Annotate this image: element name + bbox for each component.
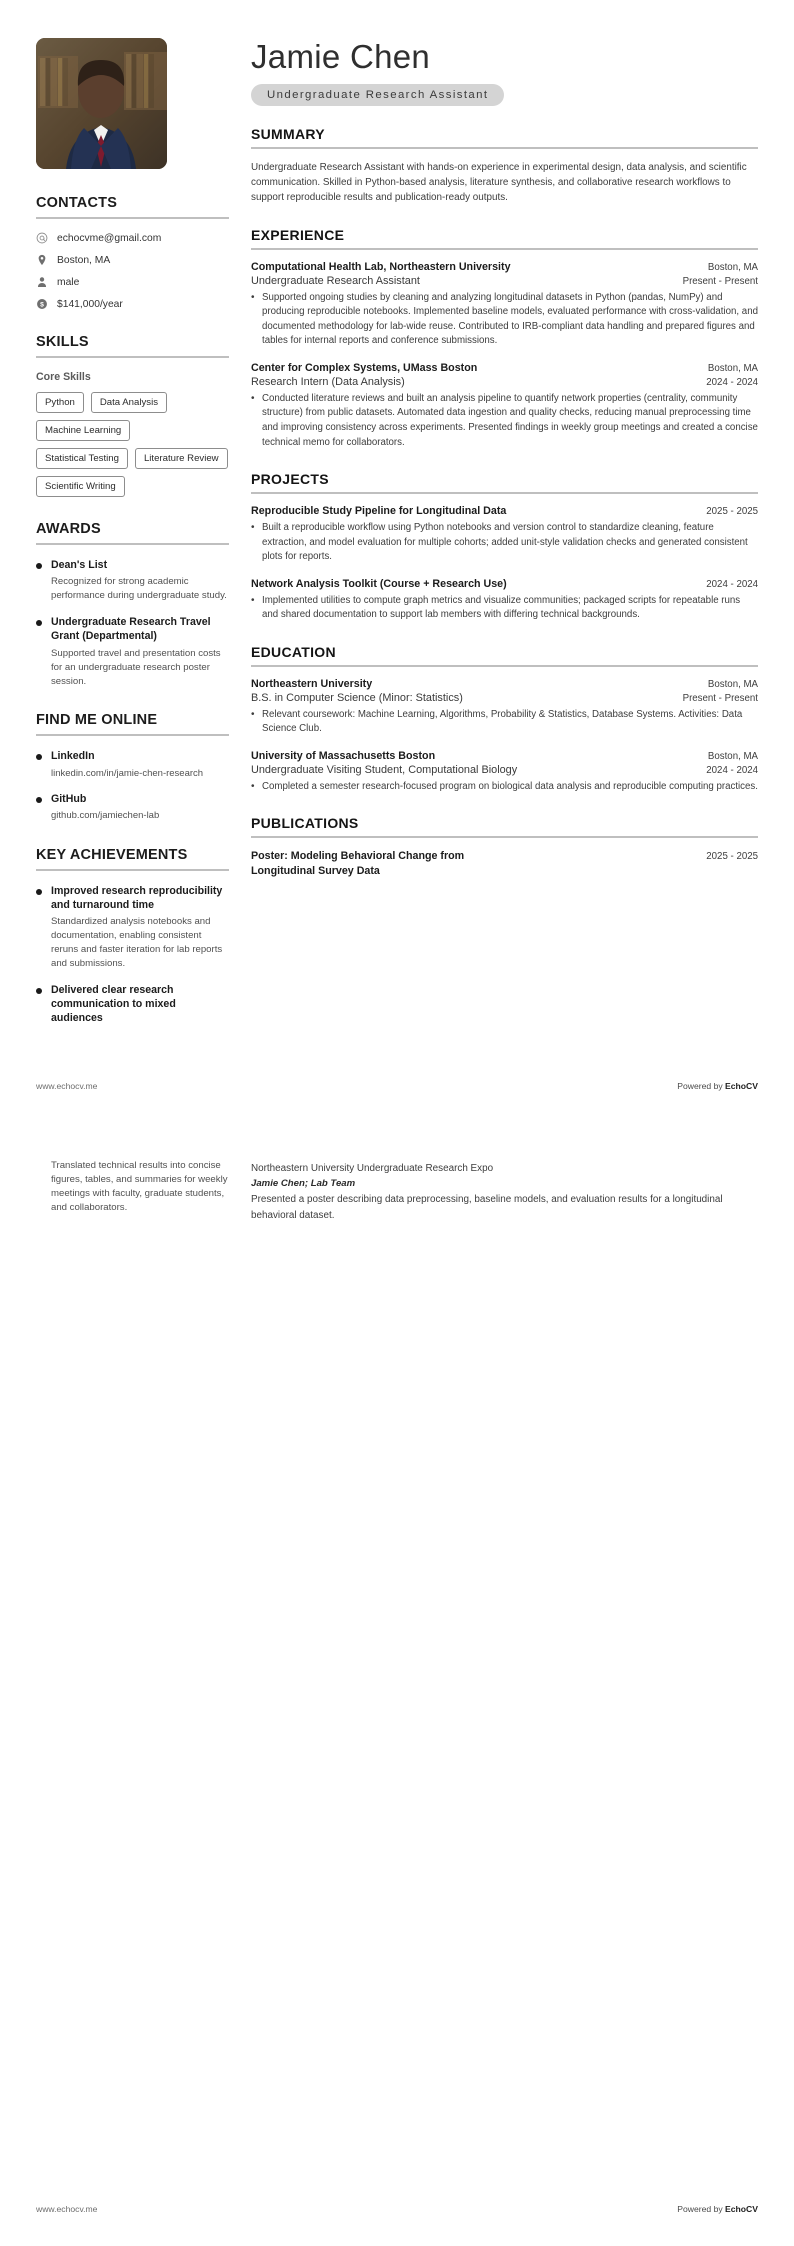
- sidebar: [36, 38, 229, 1053]
- profile-photo: [36, 38, 167, 169]
- divider: [251, 492, 758, 494]
- footer-powered-by: [677, 2204, 758, 2214]
- summary-heading: SUMMARY: [251, 125, 325, 142]
- experience-location: Boston, MA: [707, 261, 758, 273]
- divider: [36, 217, 229, 219]
- page-footer: [36, 2204, 758, 2214]
- skill-tag[interactable]: Statistical Testing: [36, 448, 128, 469]
- education-points: [251, 780, 758, 795]
- online-url[interactable]: github.com/jamiechen-lab: [51, 810, 160, 822]
- page-title: Jamie Chen: [251, 38, 431, 75]
- main-column-continued: [251, 1159, 758, 1223]
- bullet-dot-icon: [36, 988, 42, 994]
- awards-heading: AWARDS: [36, 521, 101, 537]
- summary-text: Undergraduate Research Assistant with hands-on experience in experimental design, data analysis, and scientific communication. Skilled in Python-based analysis, literature synthesis, and collaborative research workflows to support reproducible results and publication-ready outputs.: [251, 161, 747, 204]
- skills-heading: SKILLS: [36, 334, 89, 350]
- achievement-title: Improved research reproducibility and turnaround time: [51, 884, 223, 911]
- experience-heading: EXPERIENCE: [251, 226, 345, 243]
- skills-section: [36, 334, 229, 497]
- contact-email-value: echocvme@gmail.com: [57, 232, 162, 244]
- publication-authors: Jamie Chen; Lab Team: [251, 1178, 356, 1190]
- footer-powered-prefix: Powered by: [677, 1081, 726, 1091]
- dollar-circle-icon: [36, 298, 48, 310]
- education-point: • Relevant coursework: Machine Learning, Algorithms, Probability & Statistics, Database Systems. Activities: Data Science Club.: [251, 708, 758, 737]
- online-heading: FIND ME ONLINE: [36, 712, 158, 729]
- footer-site-url[interactable]: www.echocv.me: [36, 1081, 98, 1091]
- education-points: [251, 708, 758, 737]
- bullet-dot-icon: [36, 620, 42, 626]
- footer-brand: EchoCV: [725, 1081, 758, 1091]
- awards-section: [36, 521, 229, 688]
- footer-site-url[interactable]: www.echocv.me: [36, 2204, 98, 2214]
- contact-location: [36, 254, 229, 266]
- skill-tag[interactable]: Machine Learning: [36, 420, 130, 441]
- skill-tag-list: [36, 392, 229, 497]
- project-dates: 2025 - 2025: [706, 506, 758, 518]
- project-title: Reproducible Study Pipeline for Longitudinal Data: [251, 505, 507, 518]
- email-icon: [36, 232, 48, 244]
- achievement-description: Standardized analysis notebooks and documentation, enabling consistent reruns and faster iteration for lab reports and submissions.: [51, 916, 223, 969]
- person-icon: [36, 276, 48, 288]
- skills-group-label: Core Skills: [36, 371, 91, 383]
- publication-entry: [251, 849, 758, 878]
- achievement-item: [36, 884, 229, 971]
- divider: [251, 665, 758, 667]
- education-degree: Undergraduate Visiting Student, Computational Biology: [251, 763, 518, 776]
- experience-entry: [251, 362, 758, 450]
- divider: [36, 734, 229, 736]
- project-title: Network Analysis Toolkit (Course + Research Use): [251, 577, 507, 590]
- bullet-dot-icon: [36, 889, 42, 895]
- footer-brand: EchoCV: [725, 2204, 758, 2214]
- online-item-linkedin[interactable]: [36, 749, 229, 780]
- project-entry: [251, 578, 758, 623]
- publication-detail: [251, 1161, 758, 1223]
- divider: [36, 543, 229, 545]
- projects-heading: PROJECTS: [251, 471, 329, 488]
- divider: [251, 147, 758, 149]
- education-location: Boston, MA: [707, 678, 758, 690]
- education-entry: [251, 678, 758, 737]
- experience-location: Boston, MA: [707, 362, 758, 374]
- page-footer: [36, 1081, 758, 1091]
- publications-heading: PUBLICATIONS: [251, 815, 359, 832]
- contact-salary: [36, 298, 229, 310]
- project-dates: 2024 - 2024: [706, 578, 758, 590]
- skill-tag[interactable]: Scientific Writing: [36, 476, 125, 497]
- publication-title: Poster: Modeling Behavioral Change from Longitudinal Survey Data: [251, 850, 465, 877]
- find-me-online-section: [36, 712, 229, 822]
- project-point: • Implemented utilities to compute graph metrics and visualize communities; packaged scripts for repeatable runs and shared documentation to support lab members with differing technical backgrounds.: [251, 594, 758, 623]
- projects-section: [251, 471, 758, 623]
- experience-dates: Present - Present: [682, 275, 758, 287]
- achievements-heading: KEY ACHIEVEMENTS: [36, 846, 188, 863]
- contact-gender-value: male: [57, 276, 80, 288]
- svg-text:$: $: [40, 301, 44, 309]
- sidebar-continued: [36, 1159, 229, 1223]
- bullet-dot-icon: [36, 563, 42, 569]
- project-point: • Built a reproducible workflow using Python notebooks and version control to standardize cleaning, feature extraction, and model evaluation for multiple cohorts; added unit-style validation checks and generated consistent plots for reports.: [251, 521, 758, 565]
- divider: [36, 869, 229, 871]
- education-heading: EDUCATION: [251, 643, 336, 660]
- experience-org: Computational Health Lab, Northeastern University: [251, 260, 511, 273]
- experience-role: Research Intern (Data Analysis): [251, 375, 405, 388]
- publication-description: Presented a poster describing data preprocessing, baseline models, and evaluation results for a longitudinal behavioral dataset.: [251, 1194, 723, 1221]
- experience-entry: [251, 261, 758, 349]
- education-school: University of Massachusetts Boston: [251, 749, 436, 762]
- contact-gender: [36, 276, 229, 288]
- award-item: [36, 558, 229, 603]
- experience-point: • Supported ongoing studies by cleaning and analyzing longitudinal datasets in Python (pandas, NumPy) and producing reproducible notebooks. Implemented baseline models, evaluated performance with cross-validation, and documented methodology for lab-wide reuse. Contributed to IRB-compliant data handling and prepared figures and tables for internal reports and conference submissions.: [251, 291, 758, 349]
- skill-tag[interactable]: Literature Review: [135, 448, 228, 469]
- education-point: • Completed a semester research-focused program on biological data analysis and reproducible computing practices.: [251, 780, 758, 795]
- experience-dates: 2024 - 2024: [706, 376, 758, 388]
- contact-email[interactable]: [36, 232, 229, 244]
- project-points: [251, 521, 758, 565]
- award-description: Recognized for strong academic performance during undergraduate study.: [51, 576, 227, 602]
- experience-points: [251, 392, 758, 450]
- award-title: Undergraduate Research Travel Grant (Departmental): [51, 616, 211, 643]
- achievement-description: Translated technical results into concise figures, tables, and summaries for weekly meetings with faculty, graduate students, and collaborators.: [51, 1160, 228, 1213]
- education-degree: B.S. in Computer Science (Minor: Statistics): [251, 691, 463, 704]
- experience-points: [251, 291, 758, 349]
- bullet-dot-icon: [36, 754, 42, 760]
- experience-org: Center for Complex Systems, UMass Boston: [251, 361, 478, 374]
- location-pin-icon: [36, 254, 48, 266]
- education-dates: Present - Present: [682, 692, 758, 704]
- contact-location-value: Boston, MA: [57, 254, 111, 266]
- award-title: Dean's List: [51, 559, 108, 571]
- divider: [251, 248, 758, 250]
- project-points: [251, 594, 758, 623]
- contact-salary-value: $141,000/year: [57, 298, 123, 310]
- online-item-github[interactable]: [36, 792, 229, 823]
- education-school: Northeastern University: [251, 677, 373, 690]
- skill-tag[interactable]: Data Analysis: [91, 392, 167, 413]
- online-label: LinkedIn: [51, 750, 95, 763]
- education-dates: 2024 - 2024: [706, 764, 758, 776]
- education-section: [251, 644, 758, 795]
- experience-section: [251, 227, 758, 450]
- contacts-section: [36, 195, 229, 310]
- publication-dates: 2025 - 2025: [706, 851, 758, 863]
- main-column: [251, 38, 758, 1053]
- online-url[interactable]: linkedin.com/in/jamie-chen-research: [51, 767, 204, 779]
- education-entry: [251, 750, 758, 795]
- publications-section: [251, 815, 758, 878]
- divider: [36, 356, 229, 358]
- key-achievements-section: [36, 847, 229, 1029]
- bullet-dot-icon: [36, 797, 42, 803]
- award-item: [36, 615, 229, 688]
- skill-tag[interactable]: Python: [36, 392, 84, 413]
- contacts-heading: CONTACTS: [36, 195, 118, 211]
- achievement-item: [36, 983, 229, 1029]
- publication-venue: Northeastern University Undergraduate Research Expo: [251, 1163, 494, 1174]
- summary-section: [251, 126, 758, 206]
- footer-powered-prefix: Powered by: [677, 2204, 726, 2214]
- online-label: GitHub: [51, 793, 87, 806]
- divider: [251, 836, 758, 838]
- experience-point: • Conducted literature reviews and built an analysis pipeline to quantify network properties (centrality, community structure) from public datasets. Automated data ingestion and quality checks, reducing manual preprocessing time and improving consistency across experiments. Presented findings in weekly group meetings and created a concise technical memo for collaborators.: [251, 392, 758, 450]
- footer-powered-by: [677, 1081, 758, 1091]
- project-entry: [251, 505, 758, 565]
- education-location: Boston, MA: [707, 750, 758, 762]
- experience-role: Undergraduate Research Assistant: [251, 274, 420, 287]
- resume-page-2: [0, 1123, 794, 2246]
- achievement-title: Delivered clear research communication to mixed audiences: [51, 983, 176, 1025]
- job-title-badge: Undergraduate Research Assistant: [251, 84, 504, 106]
- award-description: Supported travel and presentation costs for an undergraduate research poster session.: [51, 647, 221, 687]
